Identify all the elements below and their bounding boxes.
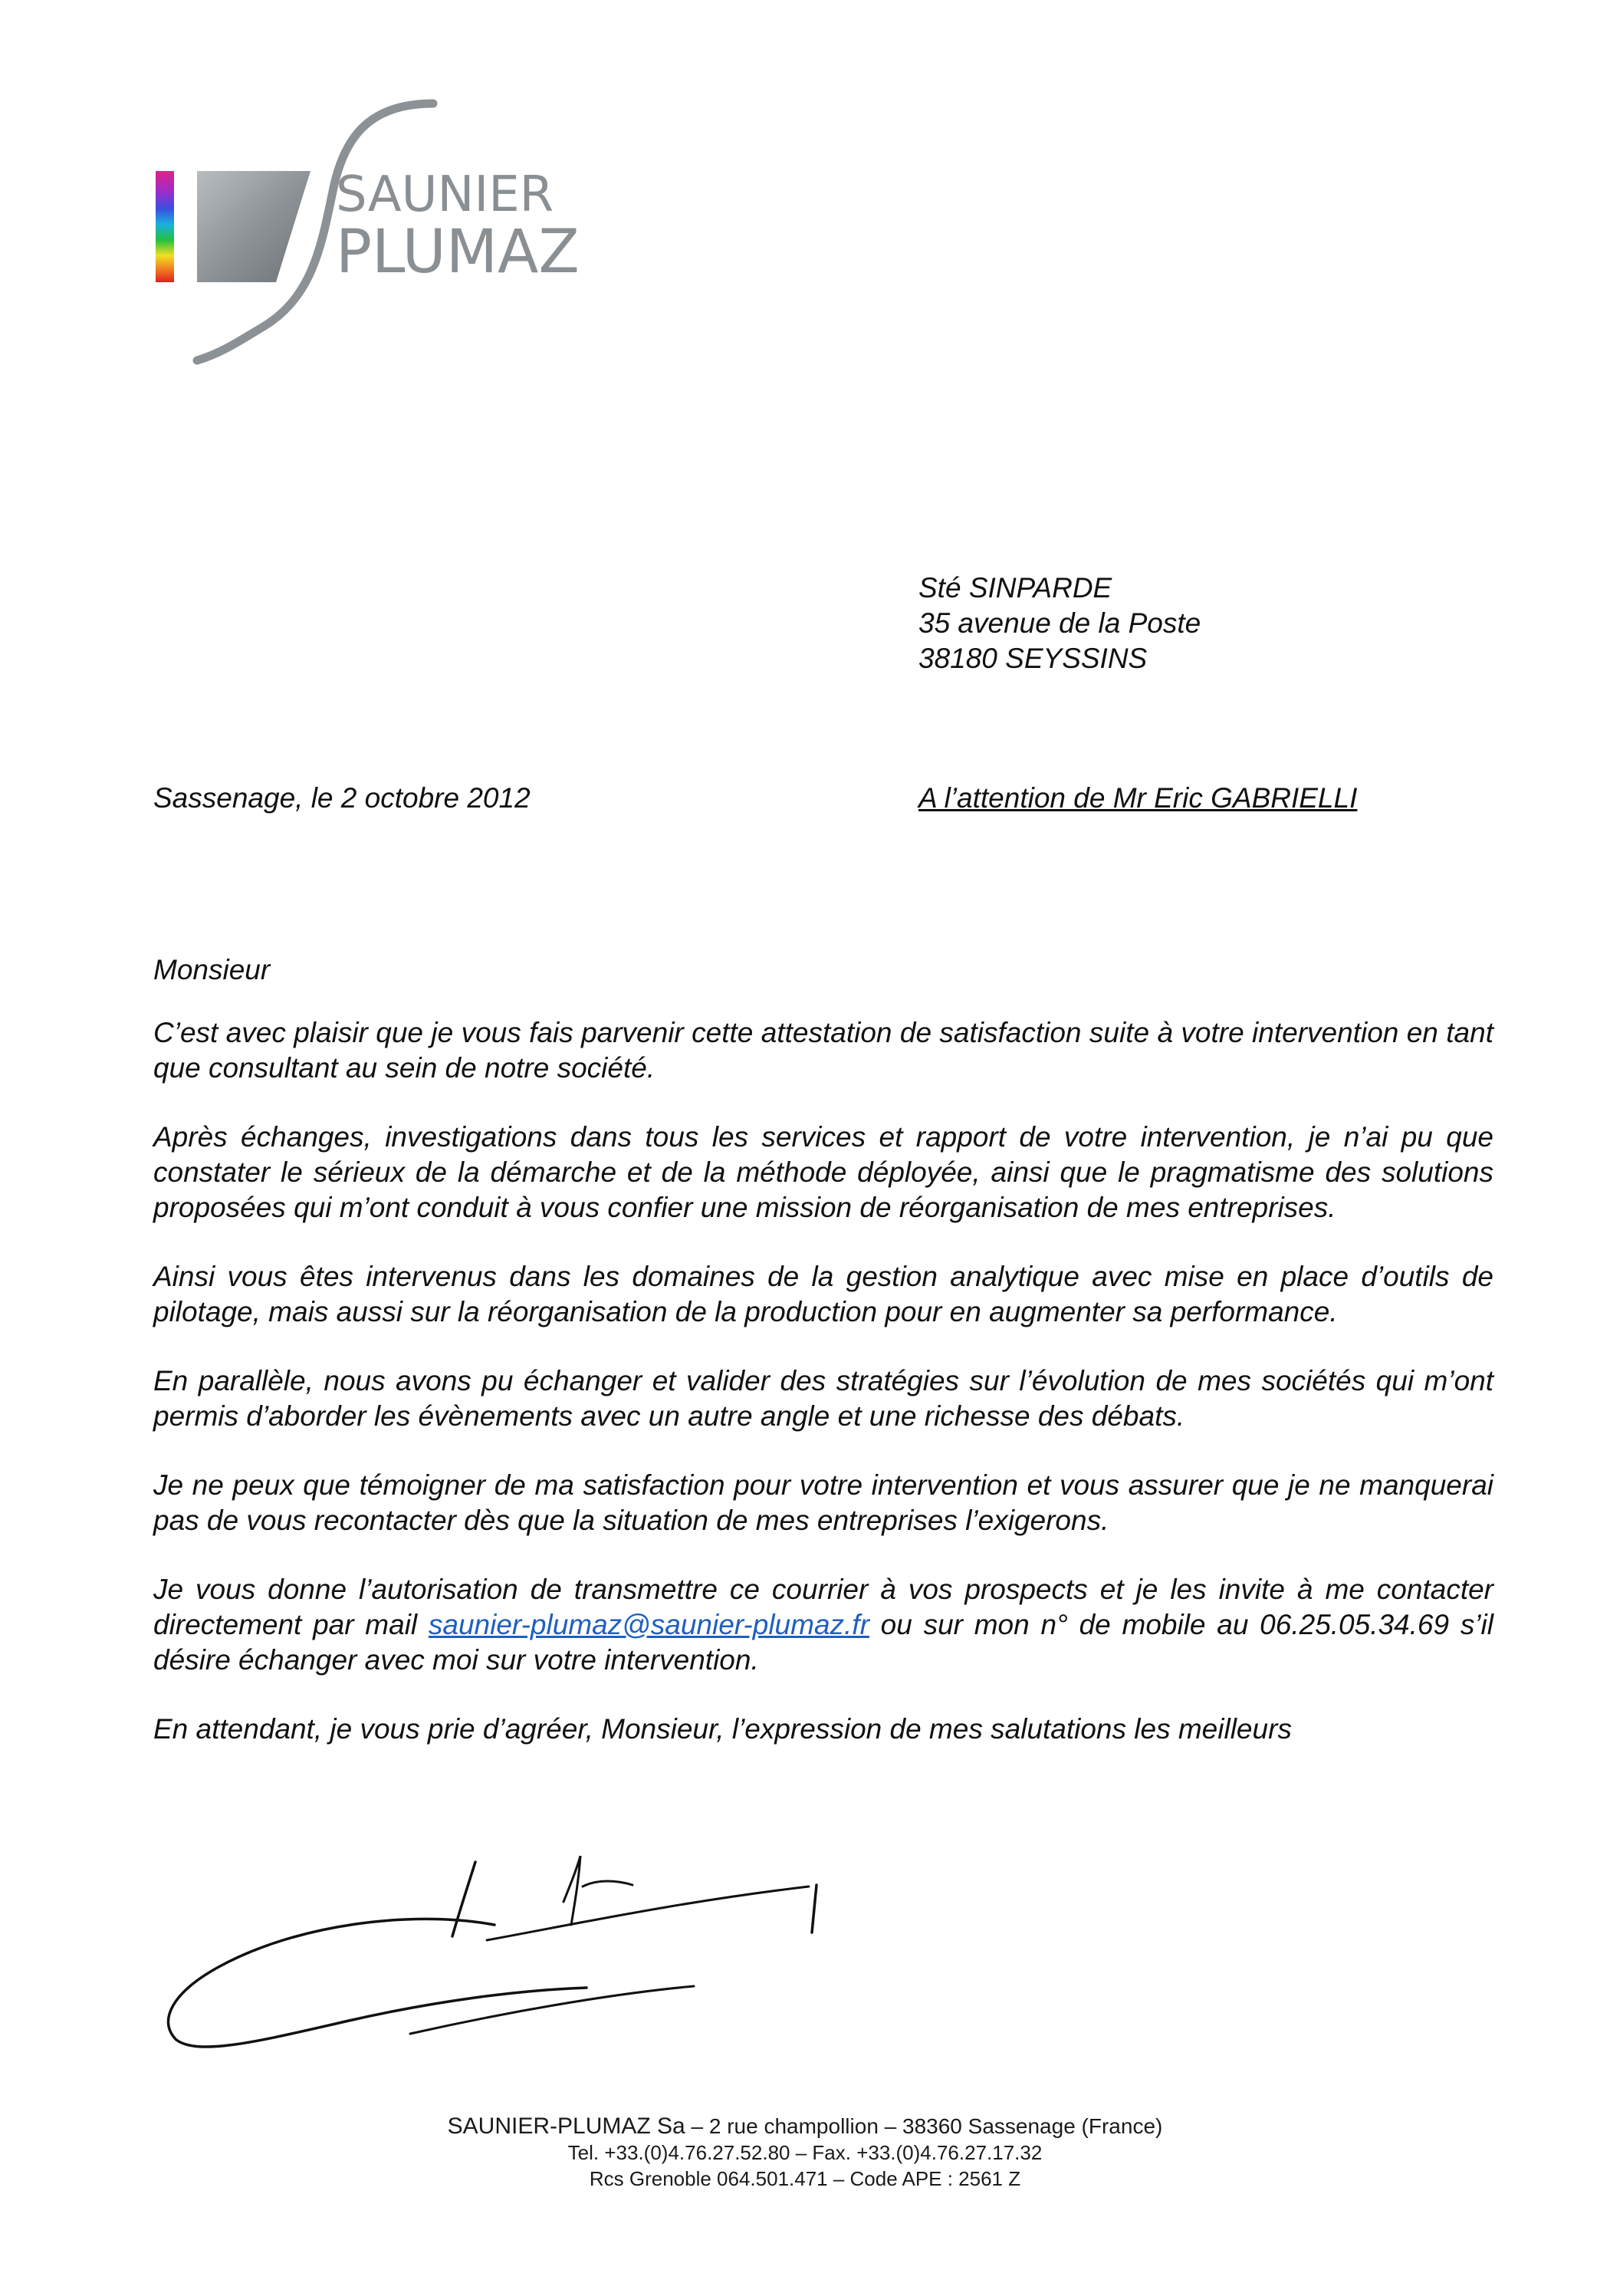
paragraph-5: Je ne peux que témoigner de ma satisfaction pour votre intervention et vous assurer que je ne manquerai pas de vous recontacter dès que la situation de mes entreprises l’exigerons. [153,1469,1493,1536]
greeting: Monsieur [153,954,271,985]
logo-text-plumaz: PLUMAZ [336,218,580,287]
attention-line: A l’attention de Mr Eric GABRIELLI [918,782,1358,814]
footer-phones: Tel. +33.(0)4.76.27.52.80 – Fax. +33.(0)4.76.27.17.32 [567,2141,1043,2164]
letter-footer [0,2113,1610,2192]
closing-sentence: En attendant, je vous prie d’agréer, Monsieur, l’expression de mes salutations les meilleurs [153,1713,1292,1745]
footer-address: – 2 rue champollion – 38360 Sassenage (France) [685,2114,1163,2138]
company-logo [150,96,640,372]
recipient-address [918,571,1201,676]
paragraph-3: Ainsi vous êtes intervenus dans les domaines de la gestion analytique avec mise en place d’outils de pilotage, mais aussi sur la réorganisation de la production pour en augmenter sa performance. [153,1261,1493,1327]
paragraph-6 [153,1572,1493,1678]
metal-panel [197,171,310,282]
spectrum-bar [156,171,174,282]
paragraph-1: C’est avec plaisir que je vous fais parvenir cette attestation de satisfaction suite à votre intervention en tant que consultant au sein de notre société. [153,1017,1493,1084]
paragraph-2: Après échanges, investigations dans tous les services et rapport de votre intervention, je n’ai pu que constater le sérieux de la démarche et de la méthode déployée, ainsi que le pragmatisme des solutions proposées qui m’ont conduit à vous confier une mission de réorganisation de mes entreprises. [153,1121,1493,1223]
logo-text-saunier: SAUNIER [336,166,554,223]
email-link[interactable]: saunier-plumaz@saunier-plumaz.fr [428,1609,869,1640]
paragraph-6-end: ou sur mon n° de mobile au 06.25.05.34.69 s’il désire échanger avec moi sur votre intervention. [153,1609,1493,1676]
paragraph-4: En parallèle, nous avons pu échanger et valider des stratégies sur l’évolution de mes sociétés qui m’ont permis d’aborder les évènements avec un autre angle et une richesse des débats. [153,1365,1493,1432]
footer-registration: Rcs Grenoble 064.501.471 – Code APE : 2561 Z [589,2167,1021,2190]
footer-company-name: SAUNIER-PLUMAZ Sa [447,2113,685,2139]
signature-drawing [157,1856,840,2063]
footer-company-line [0,2113,1610,2140]
letter-date: Sassenage, le 2 octobre 2012 [153,782,531,814]
recipient-street: 35 avenue de la Poste [918,607,1201,639]
letter-body [153,952,1493,1781]
paragraph-6-start: Je vous donne l’autorisation de transmettre ce courrier à vos prospects et je les invite à me contacter directement par mail [153,1574,1493,1640]
recipient-city: 38180 SEYSSINS [918,643,1148,674]
recipient-name: Sté SINPARDE [918,572,1112,604]
logo-graphic [150,96,640,372]
signature [157,1856,840,2063]
